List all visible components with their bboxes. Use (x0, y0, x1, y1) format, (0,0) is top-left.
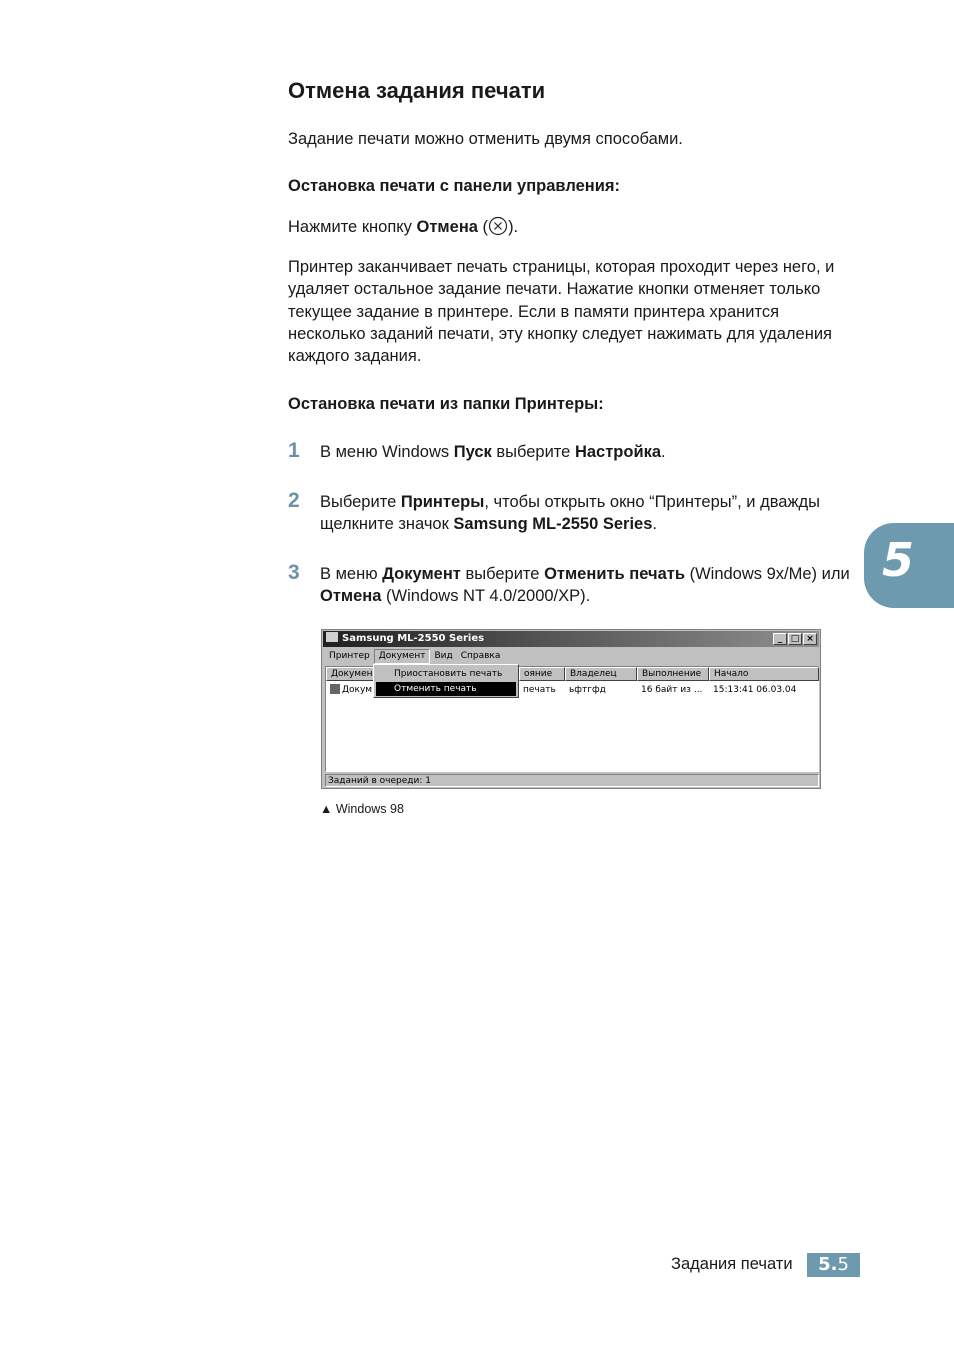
step-number-3: 3 (288, 561, 300, 584)
section-title-folder: Остановка печати из папки Принтеры: (288, 395, 604, 413)
page-title: Отмена задания печати (288, 78, 546, 103)
row-status: печать (523, 685, 556, 695)
table-row-doc[interactable]: Докум (330, 684, 372, 696)
step-text-1: В меню Windows Пуск выберите Настройка. (320, 443, 666, 461)
column-progress[interactable]: Выполнение (637, 667, 709, 681)
step-text-2: Выберите Принтеры, чтобы открыть окно “Принтеры”, и дважды щелкните значок Samsung ML-2550 Series. (320, 493, 820, 534)
row-owner: ьфтгфд (569, 685, 606, 695)
page-number-badge: 5.5 (807, 1253, 860, 1277)
section-title-panel: Остановка печати с панели управления: (288, 177, 621, 195)
footer-section-name: Задания печати (671, 1255, 793, 1273)
column-status[interactable]: ояние (519, 667, 565, 681)
press-cancel-line: Нажмите кнопку Отмена ( ). (288, 218, 519, 236)
column-start[interactable]: Начало (709, 667, 819, 681)
window-menubar (325, 649, 504, 664)
printer-window-screenshot (321, 629, 821, 789)
window-titlebar (323, 631, 819, 647)
document-icon (330, 684, 340, 694)
cancel-label: Отмена (416, 218, 478, 236)
chapter-tab (864, 523, 954, 608)
row-progress: 16 байт из ... (641, 685, 703, 695)
panel-description: Принтер заканчивает печать страницы, которая проходит через него, и удаляет остальное задание печати. Нажатие кнопки отменяет только текущее задание в принтере. Если в памяти принтера хранится несколько заданий печати, эту кнопку следует нажимать для удаления каждого задания. (288, 258, 835, 366)
menu-printer[interactable]: Принтер (329, 651, 370, 661)
step-number-2: 2 (288, 489, 300, 512)
minimize-icon[interactable]: _ (773, 633, 787, 645)
document-menu-dropdown (373, 664, 519, 698)
menu-document[interactable]: Документ (374, 649, 431, 664)
chapter-number: 5 (882, 533, 915, 587)
column-document[interactable]: Докумен (326, 667, 378, 681)
window-title: Samsung ML-2550 Series (342, 633, 485, 644)
menu-view[interactable]: Вид (434, 651, 453, 661)
step-text-3: В меню Документ выберите Отменить печать (Windows 9x/Me) или Отмена (Windows NT 4.0/2000/XP). (320, 565, 850, 606)
column-owner[interactable]: Владелец (565, 667, 637, 681)
cancel-icon (488, 216, 508, 236)
printer-icon (326, 632, 338, 642)
status-bar: Заданий в очереди: 1 (325, 774, 819, 787)
intro-text: Задание печати можно отменить двумя способами. (288, 130, 683, 148)
row-start: 15:13:41 06.03.04 (713, 685, 797, 695)
step-number-1: 1 (288, 439, 300, 462)
menu-item-cancel-print[interactable]: Отменить печать (376, 682, 516, 696)
maximize-icon[interactable]: □ (788, 633, 802, 645)
screenshot-caption: ▲ Windows 98 (320, 802, 404, 816)
menu-item-pause[interactable]: Приостановить печать (394, 669, 503, 679)
close-icon[interactable]: × (803, 633, 817, 645)
menu-help[interactable]: Справка (460, 651, 501, 661)
